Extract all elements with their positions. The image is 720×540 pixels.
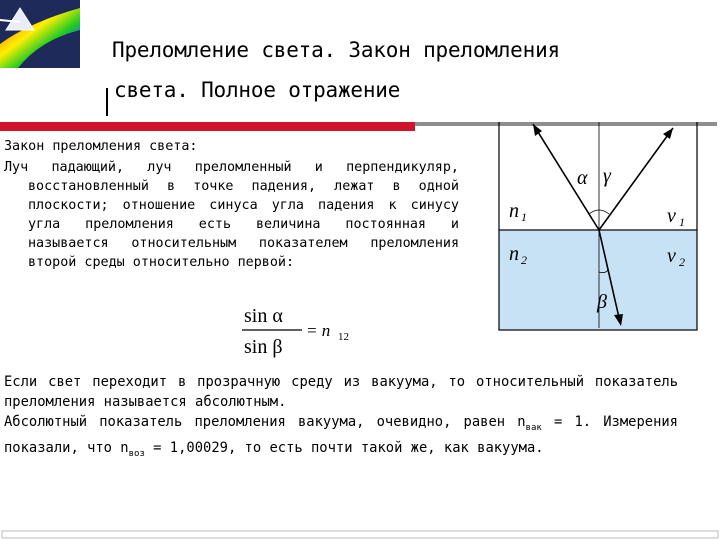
beta-label: β <box>597 291 607 313</box>
law-text-block <box>4 158 459 272</box>
n1-label: n <box>509 200 519 222</box>
law-heading: Закон преломления света: <box>4 139 198 154</box>
formula-rhs: = n <box>306 321 331 340</box>
bottom-border-pattern <box>0 530 720 540</box>
n2-sub: 2 <box>521 253 527 267</box>
accent-bar <box>0 122 415 131</box>
title-divider <box>106 88 108 116</box>
n1-sub: 1 <box>521 210 527 224</box>
law-text: Луч падающий, луч преломленный и перпендикуляр, восстановленный в точке падения, лежат в одной плоскости; отношение синуса угла падения к синусу угла преломления есть величина постоянная и называется относительным показателем преломления второй среды относительно первой: <box>4 160 459 270</box>
formula-numerator: sin α <box>244 305 283 327</box>
n2-label: n <box>509 243 519 265</box>
vacuum-index-paragraph: Абсолютный показатель преломления вакуума, очевидно, равен $n_{вак} = 1$. Измерения показали, что $n_{воз} = 1,00029$, то есть почти такой же, как вакуума. <box>4 414 678 459</box>
gamma-label: γ <box>603 165 611 187</box>
title-line-2: света. Полное отражение <box>114 78 401 102</box>
bottom-text-block <box>4 372 678 464</box>
formula-denominator: sin β <box>244 336 283 358</box>
absolute-index-paragraph: Если свет переходит в прозрачную среду из вакуума, то относительный показатель преломления называется абсолютным. <box>4 374 678 410</box>
v2-sub: 2 <box>679 255 685 269</box>
v2-label: v <box>667 245 676 267</box>
alpha-label: α <box>577 167 588 189</box>
snell-formula <box>240 300 360 360</box>
refraction-diagram <box>495 122 700 334</box>
v1-sub: 1 <box>679 215 685 229</box>
prism-logo <box>0 0 80 68</box>
title-line-1: Преломление света. Закон преломления <box>112 38 560 62</box>
v1-label: v <box>667 205 676 227</box>
page-title <box>112 30 712 110</box>
formula-rhs-sub: 12 <box>338 331 349 343</box>
